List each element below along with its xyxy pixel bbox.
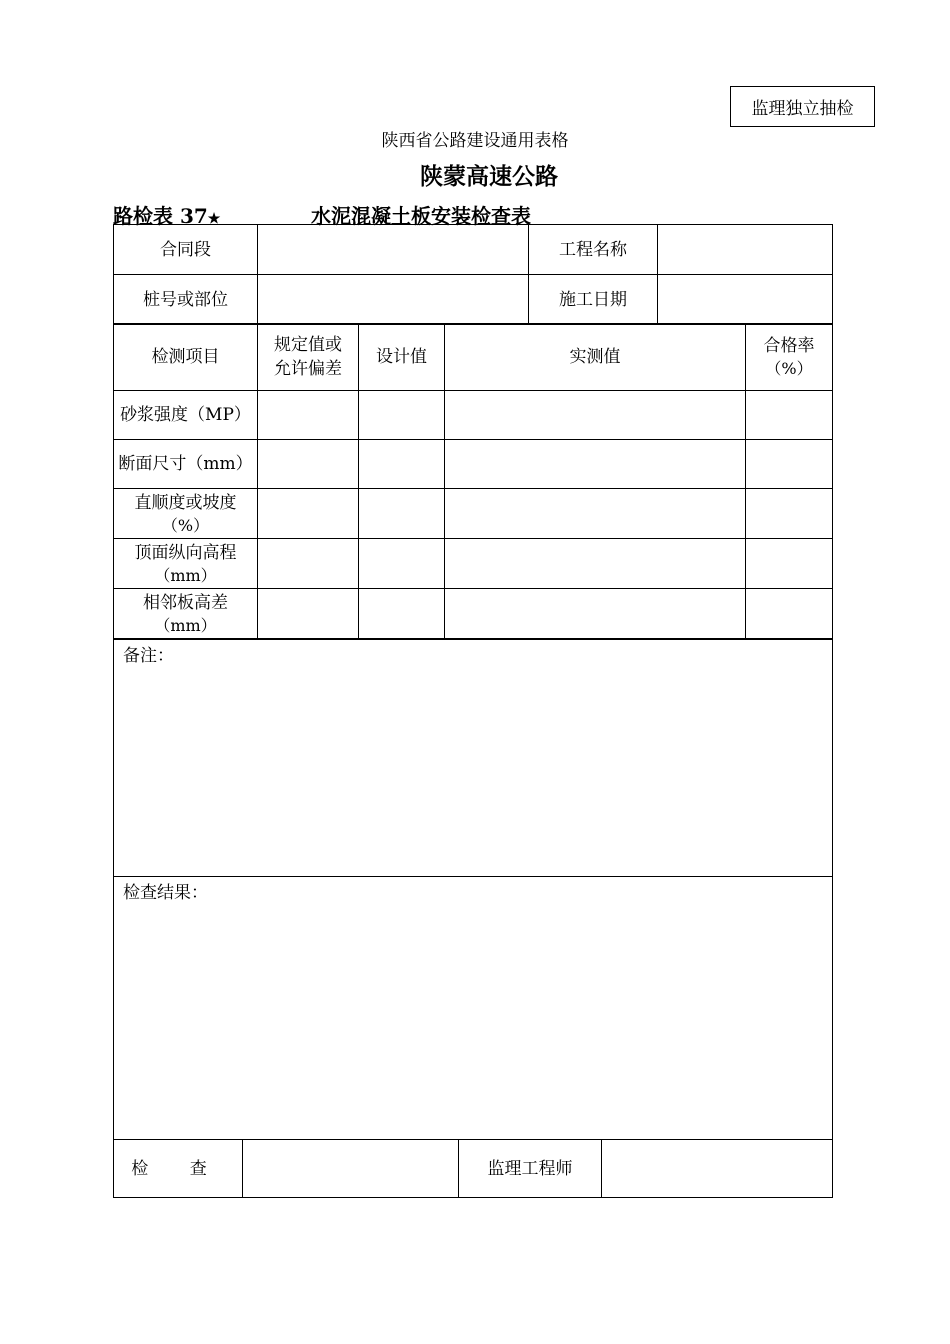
inspection-header-row bbox=[114, 324, 833, 391]
row-spec-cell[interactable] bbox=[258, 489, 359, 539]
row-item-label-line2: （mm） bbox=[154, 565, 217, 585]
row-item-label: 断面尺寸（mm） bbox=[114, 440, 258, 489]
result-label: 检查结果： bbox=[123, 883, 208, 903]
project-name-value[interactable] bbox=[658, 225, 833, 275]
row-item-label bbox=[114, 589, 258, 639]
row-design-cell[interactable] bbox=[359, 539, 445, 589]
result-area[interactable] bbox=[114, 877, 833, 1140]
form-title: 水泥混凝土板安装检查表 bbox=[311, 204, 531, 228]
table-row bbox=[114, 589, 833, 639]
col-header-measured: 实测值 bbox=[445, 324, 746, 391]
row-spec-cell[interactable] bbox=[258, 440, 359, 489]
row-spec-cell[interactable] bbox=[258, 539, 359, 589]
col-header-design: 设计值 bbox=[359, 324, 445, 391]
table-row bbox=[114, 539, 833, 589]
row-design-cell[interactable] bbox=[359, 489, 445, 539]
station-label: 桩号或部位 bbox=[114, 275, 258, 325]
inspect-signature-cell[interactable] bbox=[243, 1140, 459, 1198]
row-measured-cell[interactable] bbox=[445, 391, 746, 440]
row-item-label bbox=[114, 539, 258, 589]
engineer-signature-cell[interactable] bbox=[602, 1140, 833, 1198]
row-item-label-line1: 直顺度或坡度 bbox=[134, 492, 237, 513]
remarks-results-table bbox=[113, 639, 833, 1140]
form-code-text: 路检表 37 bbox=[113, 204, 208, 228]
inspection-table bbox=[113, 323, 833, 639]
col-header-pass-rate-line1: 合格率 bbox=[763, 336, 815, 356]
row-item-label: 砂浆强度（MP） bbox=[114, 391, 258, 440]
remarks-area[interactable] bbox=[114, 640, 833, 877]
col-header-spec bbox=[258, 324, 359, 391]
row-pass-rate-cell[interactable] bbox=[746, 489, 833, 539]
row-design-cell[interactable] bbox=[359, 391, 445, 440]
row-pass-rate-cell[interactable] bbox=[746, 589, 833, 639]
row-item-label-line1: 顶面纵向高程 bbox=[134, 542, 237, 563]
row-pass-rate-cell[interactable] bbox=[746, 539, 833, 589]
row-item-label-line2: （%） bbox=[161, 515, 210, 535]
inspect-label-text: 检 查 bbox=[131, 1158, 225, 1179]
row-measured-cell[interactable] bbox=[445, 589, 746, 639]
inspect-label bbox=[114, 1140, 243, 1198]
row-pass-rate-cell[interactable] bbox=[746, 391, 833, 440]
col-header-pass-rate bbox=[746, 324, 833, 391]
row-measured-cell[interactable] bbox=[445, 489, 746, 539]
contract-section-value[interactable] bbox=[258, 225, 529, 275]
table-row bbox=[114, 489, 833, 539]
col-header-spec-line2: 允许偏差 bbox=[274, 359, 342, 379]
construction-date-label: 施工日期 bbox=[529, 275, 658, 325]
star-icon: ★ bbox=[207, 211, 221, 227]
table-row bbox=[114, 440, 833, 489]
contract-section-label: 合同段 bbox=[114, 225, 258, 275]
col-header-spec-line1: 规定值或 bbox=[274, 335, 342, 355]
row-design-cell[interactable] bbox=[359, 589, 445, 639]
document-title: 陕蒙高速公路 bbox=[420, 164, 558, 190]
row-spec-cell[interactable] bbox=[258, 391, 359, 440]
engineer-label: 监理工程师 bbox=[459, 1140, 602, 1198]
form-subtitle: 陕西省公路建设通用表格 bbox=[381, 131, 569, 151]
signature-table bbox=[113, 1139, 833, 1198]
row-measured-cell[interactable] bbox=[445, 440, 746, 489]
row-spec-cell[interactable] bbox=[258, 589, 359, 639]
row-pass-rate-cell[interactable] bbox=[746, 440, 833, 489]
col-header-item: 检测项目 bbox=[114, 324, 258, 391]
row-item-label bbox=[114, 489, 258, 539]
construction-date-value[interactable] bbox=[658, 275, 833, 325]
row-item-label-line2: （mm） bbox=[154, 615, 217, 635]
remarks-label: 备注： bbox=[123, 646, 174, 666]
col-header-pass-rate-line2: （%） bbox=[765, 359, 813, 378]
row-measured-cell[interactable] bbox=[445, 539, 746, 589]
supervision-stamp-box: 监理独立抽检 bbox=[730, 86, 875, 127]
header-info-table bbox=[113, 224, 833, 325]
row-design-cell[interactable] bbox=[359, 440, 445, 489]
station-value[interactable] bbox=[258, 275, 529, 325]
project-name-label: 工程名称 bbox=[529, 225, 658, 275]
table-row bbox=[114, 391, 833, 440]
row-item-label-line1: 相邻板高差 bbox=[143, 592, 228, 613]
